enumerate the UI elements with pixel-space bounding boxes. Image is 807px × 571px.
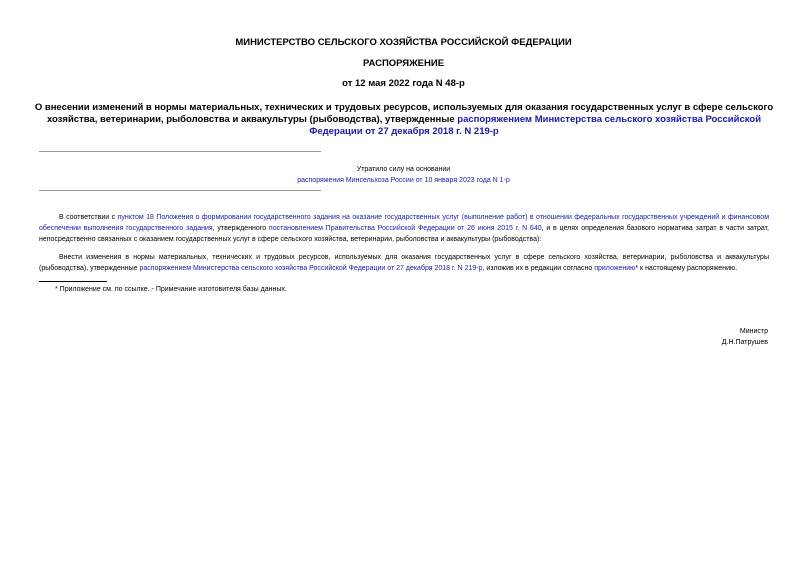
status-note-line: Утратило силу на основании xyxy=(356,166,451,173)
paragraph-order-link-order-219[interactable]: распоряжением Министерства сельского хозяйства Российской Федерации от 27 декабря 2018 г. N 219-р xyxy=(139,265,483,273)
paragraph-basis-text-3: , и в целях определения базового норматива затрат в части затрат, непосредственно связанных с оказанием государственных услуг в сфере сельского хозяйства, ветеринарии, рыболовства и аквакультуры (рыбоводства): xyxy=(39,225,769,244)
separator-bottom xyxy=(39,190,321,191)
title-link-order-219[interactable]: распоряжением Министерства сельского хозяйства Российской Федерации от 27 декабря 2018 г. N 219-р xyxy=(309,114,762,137)
paragraph-basis-text-1: В соответствии с xyxy=(59,214,118,221)
paragraph-order-text-3: * к настоящему распоряжению. xyxy=(635,265,738,273)
signature-name: Д.Н.Патрушев xyxy=(721,339,768,346)
paragraph-basis-link-regulation[interactable]: пунктом 18 Положения о формировании государственного задания на оказание государственных услуг (выполнение работ) в отношении федеральных государственных учреждений и финансовом обеспечении выполнения государственного задания xyxy=(39,214,770,233)
signature-position: Министр xyxy=(739,328,768,335)
footnote-separator xyxy=(39,281,107,282)
status-note-link[interactable]: распоряжения Минсельхоза России от 10 января 2023 года N 1-р xyxy=(297,177,510,184)
paragraph-order-text-1: Внести изменения в нормы материальных, технических и трудовых ресурсов, используемых для оказания государственных услуг в сфере сельского хозяйства, ветеринарии, рыболовства и аквакультуры (рыбоводства), утвержденные xyxy=(39,254,769,273)
paragraph-order xyxy=(39,252,769,274)
document-title xyxy=(34,102,774,138)
paragraph-basis-text-2: , утвержденного xyxy=(212,225,269,233)
paragraph-order-link-appendix[interactable]: приложению xyxy=(594,265,636,273)
paragraph-basis-link-resolution-640[interactable]: постановлением Правительства Российской Федерации от 26 июня 2015 г. N 640 xyxy=(268,225,542,233)
document-date-number: от 12 мая 2022 года N 48-р xyxy=(342,78,465,89)
status-note-link-wrap xyxy=(270,175,537,186)
ministry-heading: МИНИСТЕРСТВО СЕЛЬСКОГО ХОЗЯЙСТВА РОССИЙСКОЙ ФЕДЕРАЦИИ xyxy=(235,37,572,48)
paragraph-order-text-2: , изложив их в редакции согласно xyxy=(482,265,595,273)
document-type-heading: РАСПОРЯЖЕНИЕ xyxy=(362,58,445,69)
separator-top xyxy=(39,151,321,152)
title-text: О внесении изменений в нормы материальных, технических и трудовых ресурсов, используемых для оказания государственных услуг в сфере сельского хозяйства, ветеринарии, рыболовства и аквакультуры (рыбоводства), утвержденные xyxy=(34,102,774,125)
footnote-text: * Приложение см. по ссылке. - Примечание изготовителя базы данных. xyxy=(55,286,287,293)
paragraph-basis xyxy=(39,212,769,246)
